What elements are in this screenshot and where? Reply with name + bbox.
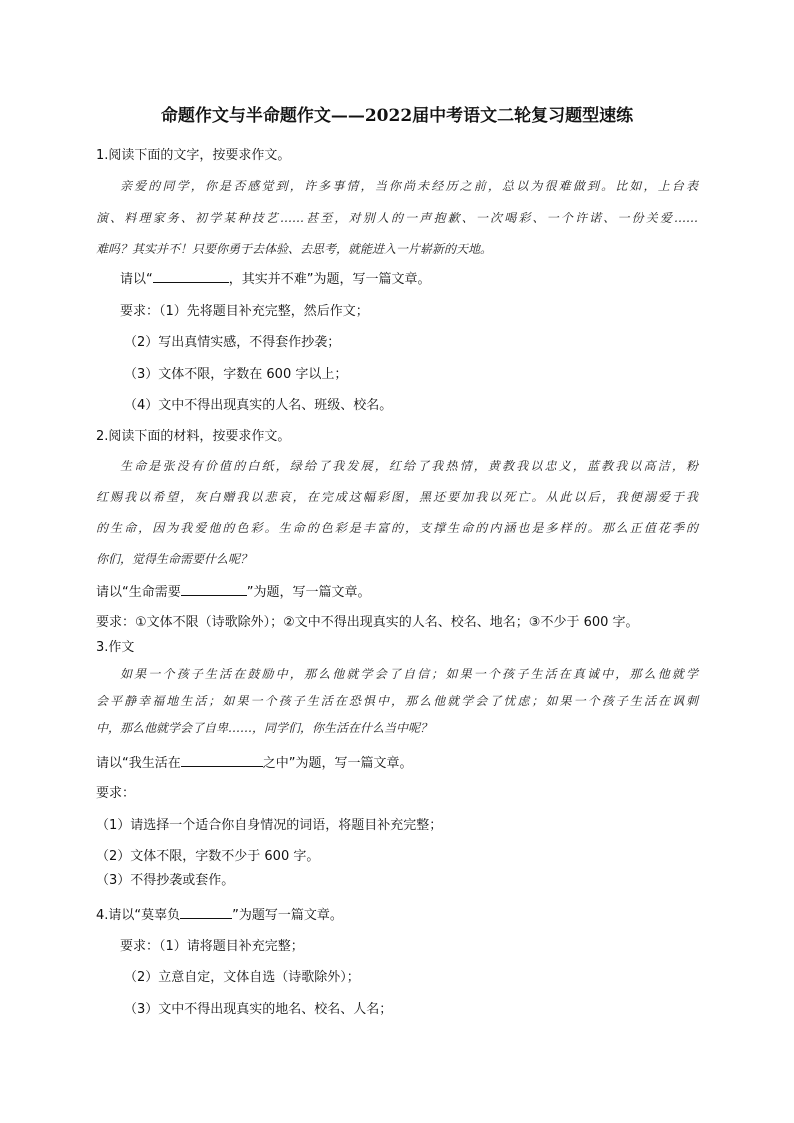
q2-prompt-start: 请以“生命需要 [96,585,181,600]
q1-requirement: （2）写出真情实感，不得套作抄袭； [124,335,341,350]
q3-prompt-start: 请以“我生活在 [96,756,181,771]
q4-heading [96,906,343,925]
q2-passage-line: 的生命，因为我爱他的色彩。生命的色彩是丰富的，支撑生命的内涵也是多样的。那么正值花季的 [96,521,698,535]
q1-requirement: （3）文体不限，字数在 600 字以上； [124,367,348,382]
q3-heading: 3.作文 [96,640,135,655]
q1-prompt [120,270,431,289]
q2-passage-line: 生命是张没有价值的白纸，绿给了我发展，红给了我热情，黄教我以忠义，蓝教我以高洁，粉 [120,459,698,473]
q2-heading: 2.阅读下面的材料，按要求作文。 [96,429,291,444]
q1-requirement-intro: 要求：（1）先将题目补充完整，然后作文； [120,304,369,319]
q2-prompt-end: ”为题，写一篇文章。 [246,585,371,600]
q3-requirement: （3）不得抄袭或套作。 [96,873,235,888]
q1-passage-line: 亲爱的同学，你是否感觉到，许多事情，当你尚未经历之前，总以为很难做到。比如，上台表 [120,179,698,193]
q4-requirement: （3）文中不得出现真实的地名、校名、人名； [124,1002,393,1017]
q4-heading-start: 4.请以“莫辜负 [96,908,181,923]
q4-requirement-intro: 要求：（1）请将题目补充完整； [120,939,304,954]
q3-requirement-label: 要求： [96,786,136,801]
q1-title-blank [153,270,229,283]
q1-prompt-end: ，其实并不难”为题，写一篇文章。 [228,272,431,287]
q3-title-blank [181,754,263,767]
q1-passage-line: 难吗？其实并不！只要你勇于去体验、去思考，就能进入一片崭新的天地。 [96,242,493,256]
q4-heading-end: ”为题写一篇文章。 [232,908,343,923]
q2-title-blank [181,583,247,596]
q2-passage-line: 你们，觉得生命需要什么呢？ [96,552,253,566]
q3-requirement: （1）请选择一个适合你自身情况的词语，将题目补充完整； [96,818,443,833]
q2-requirement: 要求：①文体不限（诗歌除外）；②文中不得出现真实的人名、校名、地名；③不少于 600 字。 [96,615,639,630]
q4-requirement: （2）立意自定，文体自选（诗歌除外）； [124,970,360,985]
q3-passage-line: 中，那么他就学会了自卑……，同学们，你生活在什么当中呢？ [96,721,433,735]
q3-passage-line: 会平静幸福地生活；如果一个孩子生活在恐惧中，那么他就学会了忧虑；如果一个孩子生活在讽刺 [96,694,698,708]
document-title: 命题作文与半命题作文——2022届中考语文二轮复习题型速练 [160,106,634,126]
q2-prompt [96,583,371,602]
q3-passage-line: 如果一个孩子生活在鼓励中，那么他就学会了自信；如果一个孩子生活在真诚中，那么他就学 [120,667,698,681]
q2-passage-line: 红赐我以希望，灰白赠我以悲哀，在完成这幅彩图，黑还要加我以死亡。从此以后，我便溺爱于我 [96,490,698,504]
q1-requirement: （4）文中不得出现真实的人名、班级、校名。 [124,398,393,413]
q3-requirement: （2）文体不限，字数不少于 600 字。 [96,849,320,864]
q3-prompt [96,754,413,773]
q1-prompt-start: 请以“ [120,272,153,287]
q1-passage-line: 演、料理家务、初学某种技艺……甚至，对别人的一声抱歉、一次喝彩、一个许诺、一份关爱…… [96,211,698,225]
q1-heading: 1.阅读下面的文字，按要求作文。 [96,148,291,163]
q4-title-blank [180,906,232,919]
q3-prompt-end: 之中”为题，写一篇文章。 [262,756,413,771]
